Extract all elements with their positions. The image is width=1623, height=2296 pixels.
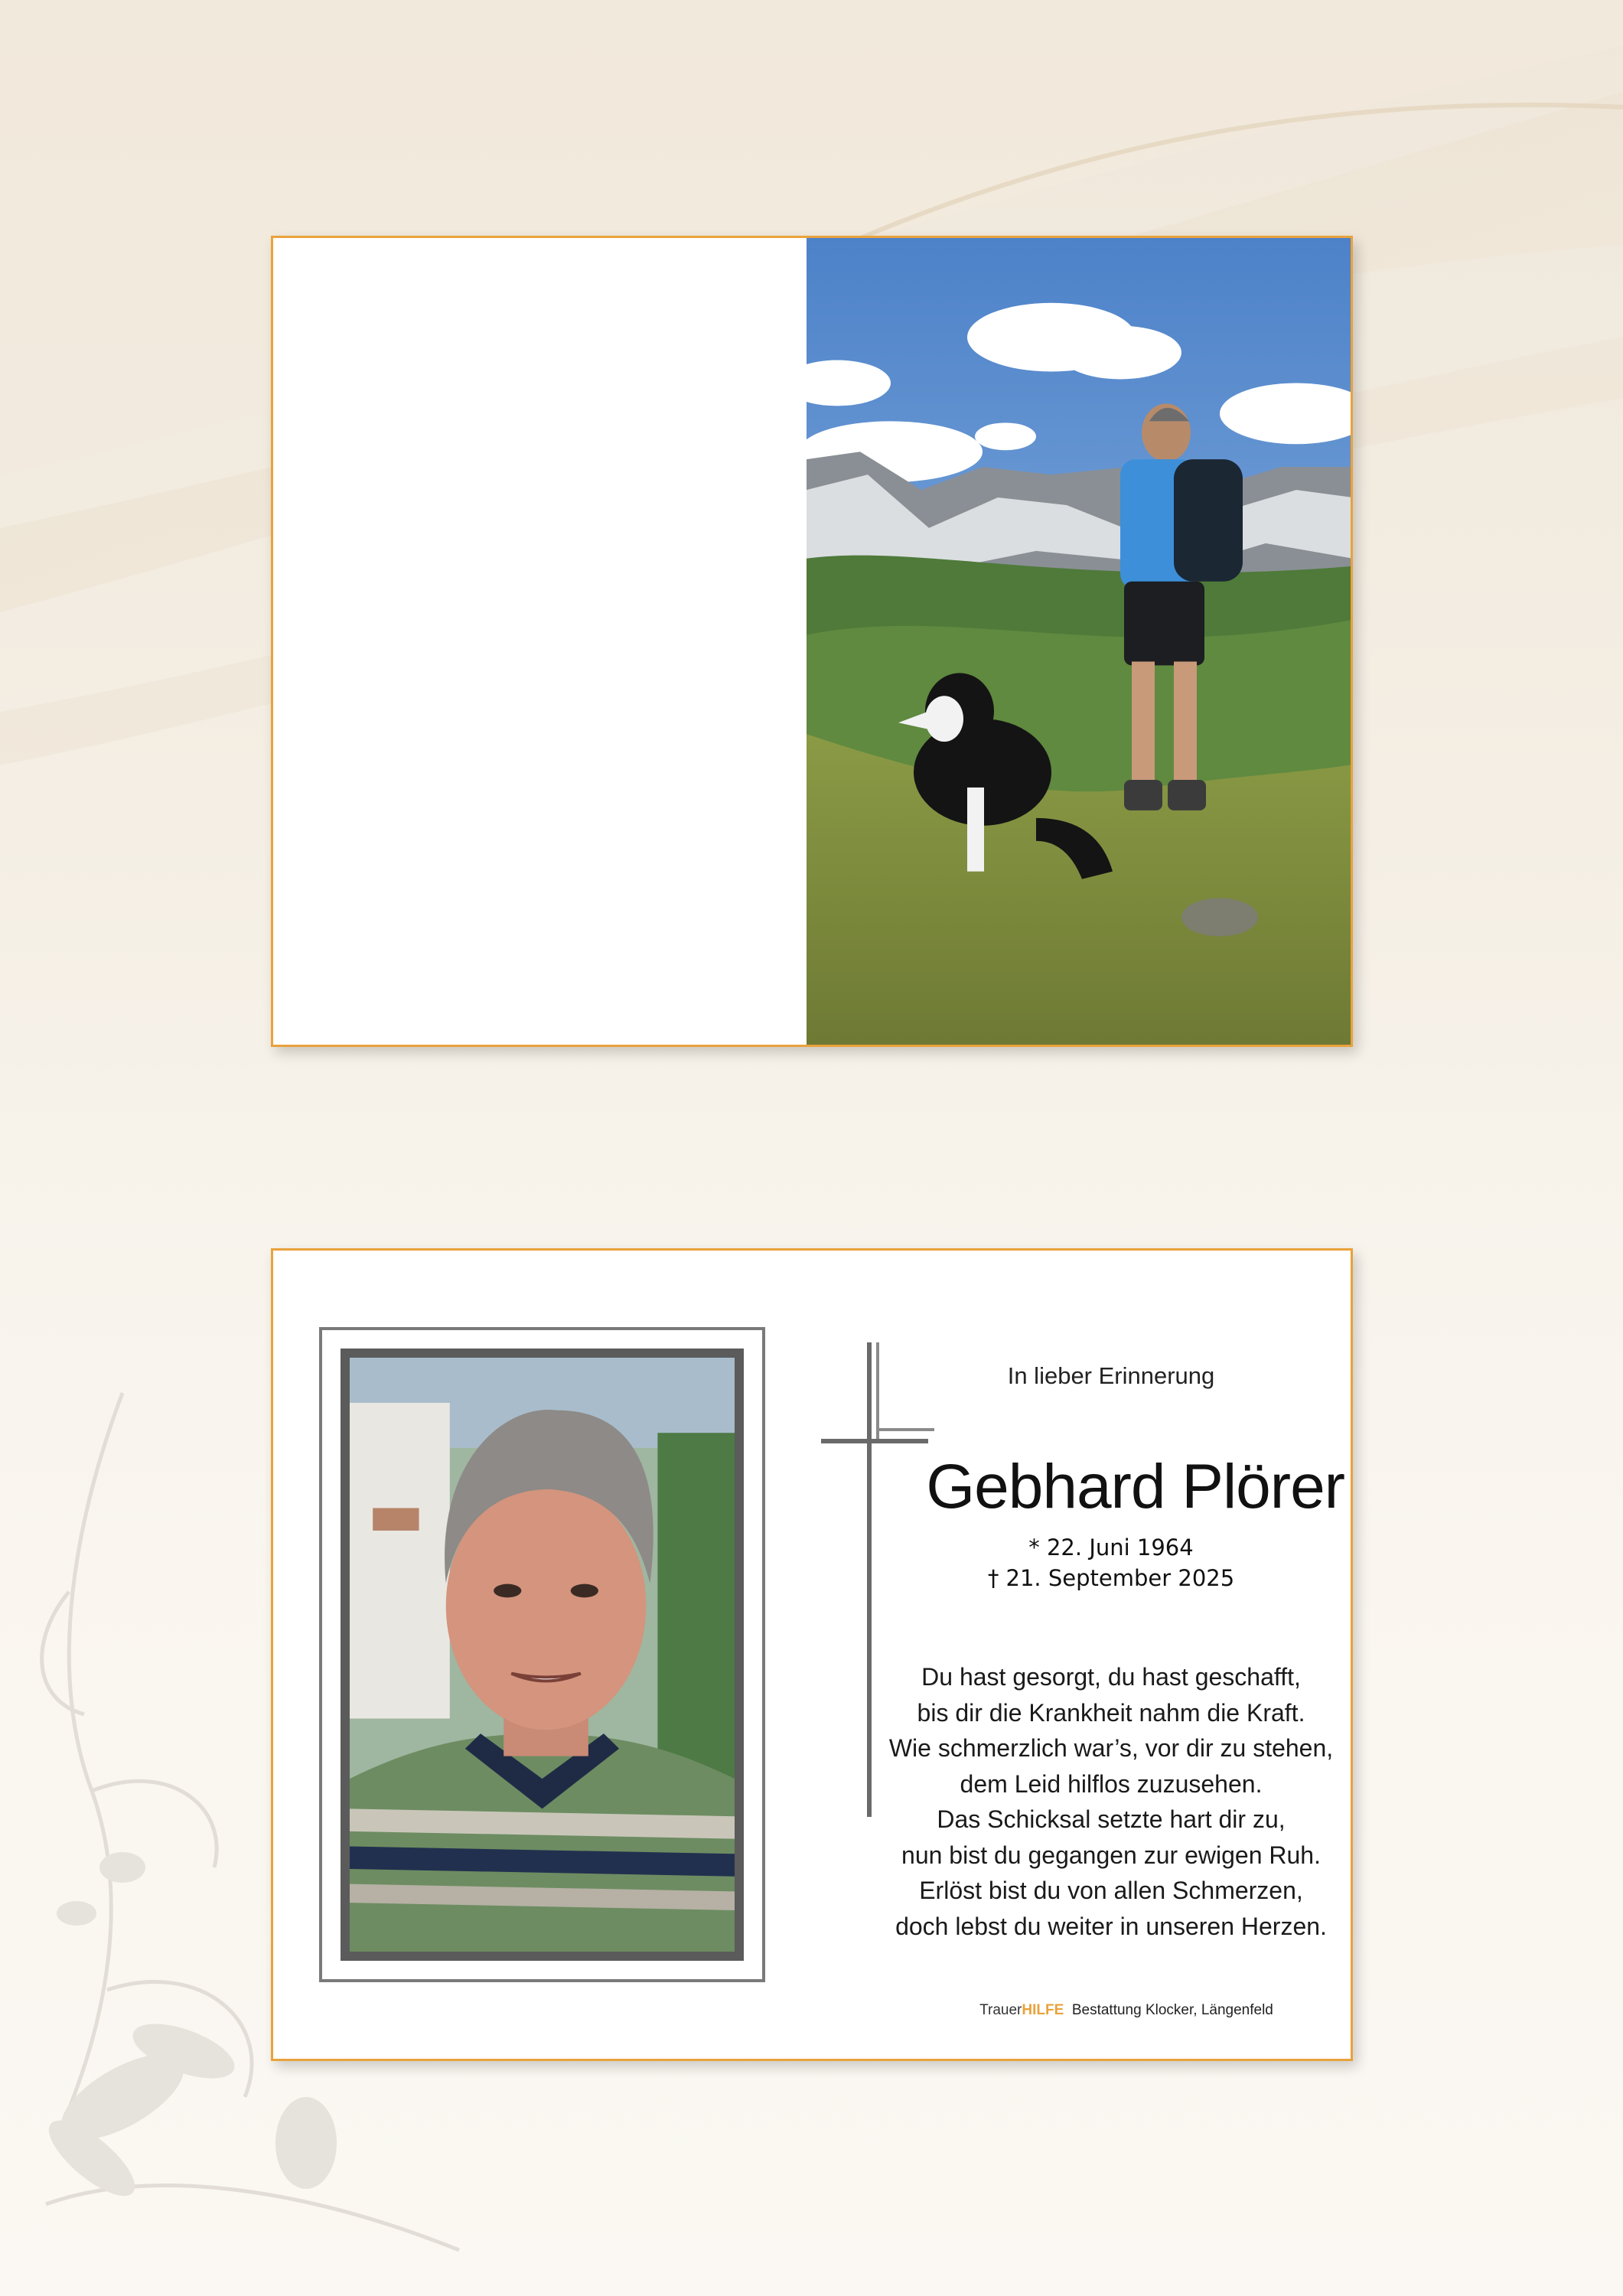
poem-line: doch lebst du weiter in unseren Herzen. xyxy=(895,1912,1327,1940)
poem-line: Das Schicksal setzte hart dir zu, xyxy=(937,1805,1286,1833)
poem xyxy=(870,1659,1352,1944)
blank-inner-panel xyxy=(273,238,807,1045)
portrait-frame xyxy=(319,1327,765,1982)
portrait-photo xyxy=(341,1349,744,1961)
card-front xyxy=(271,236,1353,1047)
intro-text: In lieber Erinnerung xyxy=(1007,1362,1215,1389)
dates xyxy=(870,1532,1352,1593)
footer-credit xyxy=(962,2002,1291,2019)
portrait-photo-icon xyxy=(350,1358,735,1952)
poem-line: dem Leid hilflos zuzusehen. xyxy=(960,1769,1263,1798)
poem-line: Erlöst bist du von allen Schmerzen, xyxy=(919,1877,1303,1904)
poem-line: bis dir die Krankheit nahm die Kraft. xyxy=(917,1698,1305,1727)
brand-logo-part-a: Trauer xyxy=(979,2002,1022,2018)
funeral-home-text: Bestattung Klocker, Längenfeld xyxy=(1071,2002,1273,2018)
deceased-name: Gebhard Plörer xyxy=(926,1452,1344,1521)
death-date: † 21. September 2025 xyxy=(987,1565,1235,1591)
birth-date: * 22. Juni 1964 xyxy=(1028,1534,1194,1561)
hiker-dog-photo xyxy=(807,238,1353,1045)
poem-line: nun bist du gegangen zur ewigen Ruh. xyxy=(901,1841,1321,1869)
poem-line: Du hast gesorgt, du hast geschafft, xyxy=(921,1663,1301,1691)
poem-line: Wie schmerzlich war’s, vor dir zu stehen, xyxy=(888,1734,1334,1762)
card-back xyxy=(271,1248,1353,2061)
landscape-photo-icon xyxy=(807,238,1353,1045)
brand-logo-part-b: HILFE xyxy=(1022,2002,1064,2018)
